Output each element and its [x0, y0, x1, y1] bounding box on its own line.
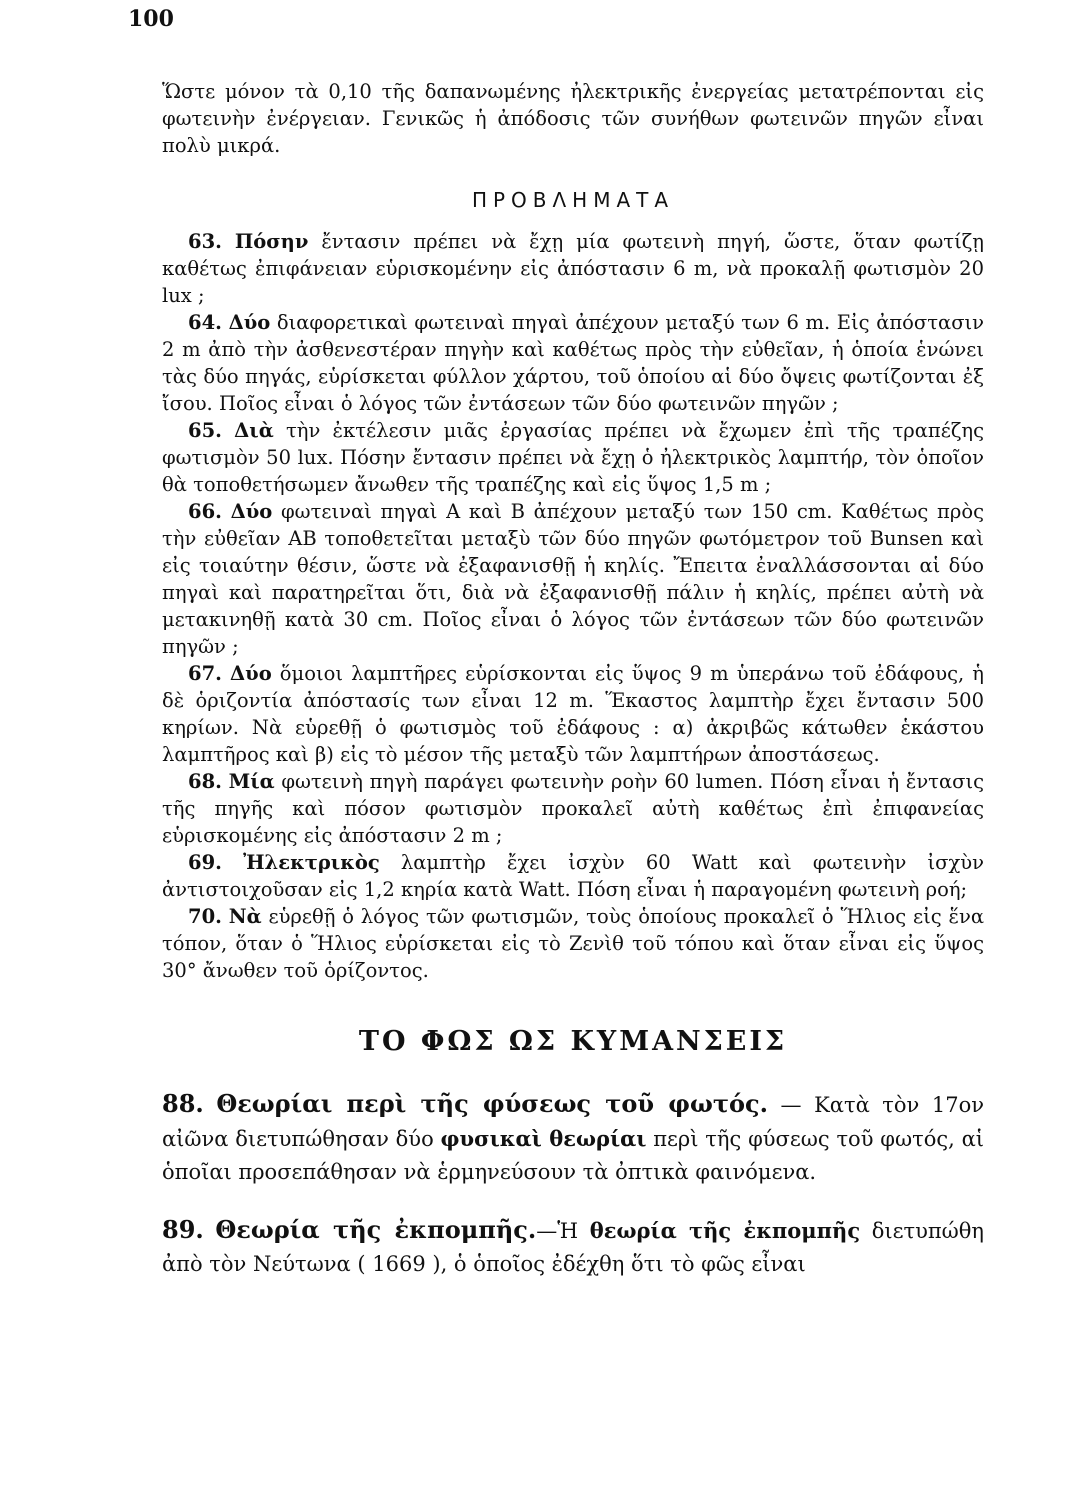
problem-66 [162, 498, 984, 660]
problem-65 [162, 417, 984, 498]
problem-number: 63. [188, 230, 222, 253]
problem-text: φωτεινὴ πηγὴ παράγει φωτεινὴν ροὴν 60 lumen. Πόση εἶναι ἡ ἔντασις τῆς πηγῆς καὶ πόσον φωτισμὸν προκαλεῖ αὐτὴ καθέτως ἐπὶ ἐπιφανείας εὑρισκομένης εἰς ἀπόστασιν 2 m ; [162, 770, 985, 847]
problem-lead: Δύο [228, 311, 271, 334]
problem-number: 68. [188, 770, 222, 793]
problem-67 [162, 660, 984, 768]
problem-text: ὅμοιοι λαμπτῆρες εὑρίσκονται εἰς ὕψος 9 m ὑπεράνω τοῦ ἐδάφους, ἡ δὲ ὁριζοντία ἀπόστασίς των εἶναι 12 m. Ἕκαστος λαμπτὴρ ἔχει ἔντασιν 500 κηρίων. Νὰ εὑρεθῇ ὁ φωτισμὸς τοῦ ἐδάφους : α) ἀκριβῶς κάτωθεν ἑκάστου λαμπτῆρος καὶ β) εἰς τὸ μέσον τῆς μεταξὺ τῶν λαμπτήρων ἀποστάσεως. [162, 662, 984, 766]
problem-lead: Πόσην [234, 230, 309, 253]
paragraph-title: Θεωρίαι περὶ τῆς φύσεως τοῦ φωτός. [216, 1089, 768, 1118]
problem-number: 66. [188, 500, 222, 523]
problem-number: 64. [188, 311, 222, 334]
problem-text: διαφορετικαὶ φωτειναὶ πηγαὶ ἀπέχουν μεταξύ των 6 m. Εἰς ἀπόστασιν 2 m ἀπὸ τὴν ἀσθενεστέραν πηγὴν καὶ καθέτως πρὸς τὴν εὐθεῖαν, ἡ ὁποία ἑνώνει τὰς δύο πηγάς, εὑρίσκεται φύλλον χάρτου, τοῦ ὁποίου αἱ δύο ὄψεις φωτίζονται ἐξ ἴσου. Ποῖος εἶναι ὁ λόγος τῶν ἐντάσεων τῶν δύο φωτεινῶν πηγῶν ; [162, 311, 984, 415]
problem-lead: Δύο [230, 662, 272, 685]
paragraph-text: διετυπώθη ἀπὸ τὸν Νεύτωνα ( 1669 ), ὁ ὁποῖος ἐδέχθη ὅτι τὸ φῶς εἶναι [162, 1219, 985, 1276]
problem-number: 65. [188, 419, 222, 442]
problem-lead: Νὰ [228, 905, 262, 928]
paragraph-88 [162, 1087, 984, 1189]
problem-69 [162, 849, 984, 903]
paragraph-emphasis: θεωρία τῆς ἐκπομπῆς [589, 1218, 861, 1243]
paragraph-text: —Ἡ [536, 1219, 590, 1243]
problem-lead: Ἠλεκτρικὸς [243, 851, 380, 874]
page-body [162, 78, 984, 1305]
paragraph-number: 88. [162, 1089, 204, 1118]
paragraph-emphasis: φυσικαὶ θεωρίαι [440, 1126, 647, 1151]
problem-63 [162, 228, 984, 309]
problem-number: 69. [188, 851, 222, 874]
paragraph-text: — Κατὰ τὸν 17ον αἰῶνα διετυπώθησαν δύο [162, 1093, 984, 1151]
problem-text: φωτειναὶ πηγαὶ Α καὶ Β ἀπέχουν μεταξύ των 150 cm. Καθέτως πρὸς τὴν εὐθεῖαν ΑΒ τοποθετεῖται μεταξὺ τῶν δύο πηγῶν φωτόμετρον τοῦ Bunsen καὶ εἰς τοιαύτην θέσιν, ὥστε νὰ ἐξαφανισθῇ ἡ κηλίς. Ἔπειτα ἐναλλάσσονται αἱ δύο πηγαὶ καὶ παρατηρεῖται ὅτι, διὰ νὰ ἐξαφανισθῇ πάλιν ἡ κηλίς, πρέπει αὐτὴ νὰ μετακινηθῇ κατὰ 30 cm. Ποῖος εἶναι ὁ λόγος τῶν ἐντάσεων τῶν δύο φωτεινῶν πηγῶν ; [162, 500, 984, 658]
intro-paragraph: Ὥστε μόνον τὰ 0,10 τῆς δαπανωμένης ἠλεκτρικῆς ἐνεργείας μετατρέπονται εἰς φωτεινὴν ἐνέργειαν. Γενικῶς ἡ ἀπόδοσις τῶν συνήθων φωτεινῶν πηγῶν εἶναι πολὺ μικρά. [162, 80, 984, 157]
problem-lead: Δύο [230, 500, 273, 523]
problem-text: τὴν ἐκτέλεσιν μιᾶς ἐργασίας πρέπει νὰ ἔχωμεν ἐπὶ τῆς τραπέζης φωτισμὸν 50 lux. Πόσην ἔντασιν πρέπει νὰ ἔχῃ ὁ ἠλεκτρικὸς λαμπτήρ, τὸν ὁποῖον θὰ τοποθετήσωμεν ἄνωθεν τῆς τραπέζης καὶ εἰς ὕψος 1,5 m ; [162, 419, 984, 496]
section-heading: ΤΟ ΦΩΣ ΩΣ ΚΥΜΑΝΣΕΙΣ [358, 1026, 788, 1057]
problem-lead: Μία [228, 770, 275, 793]
problem-text: λαμπτὴρ ἔχει ἰσχὺν 60 Watt καὶ φωτεινὴν ἰσχὺν ἀντιστοιχοῦσαν εἰς 1,2 κηρία κατὰ Watt. Πόση εἶναι ἡ παραγομένη φωτεινὴ ροή; [162, 851, 984, 901]
problem-64 [162, 309, 984, 417]
paragraph-number: 89. [162, 1215, 204, 1244]
problem-text: ἔντασιν πρέπει νὰ ἔχῃ μία φωτεινὴ πηγή, ὥστε, ὅταν φωτίζῃ καθέτως ἐπιφάνειαν εὑρισκομένην εἰς ἀπόστασιν 6 m, νὰ προκαλῇ φωτισμὸν 20 lux ; [162, 230, 984, 307]
problem-68 [162, 768, 984, 849]
paragraph-text: περὶ τῆς φύσεως τοῦ φωτός, αἱ ὁποῖαι προσεπάθησαν νὰ ἑρμηνεύσουν τὰ ὀπτικὰ φαινόμενα. [162, 1127, 985, 1184]
problem-text: εὑρεθῇ ὁ λόγος τῶν φωτισμῶν, τοὺς ὁποίους προκαλεῖ ὁ Ἥλιος εἰς ἕνα τόπον, ὅταν ὁ Ἥλιος εὑρίσκεται εἰς τὸ Ζενὶθ τοῦ τόπου καὶ ὅταν εἶναι εἰς ὕψος 30° ἄνωθεν τοῦ ὁρίζοντος. [162, 905, 985, 982]
problem-lead: Διὰ [234, 419, 274, 442]
paragraph-title: Θεωρία τῆς ἐκπομπῆς. [215, 1215, 537, 1244]
paragraph-89 [162, 1213, 984, 1281]
problems-heading: ΠΡΟΒΛΗΜΑΤΑ [471, 188, 675, 212]
problem-70 [162, 903, 984, 984]
page-number: 100 [128, 6, 174, 32]
problem-number: 70. [188, 905, 222, 928]
problem-number: 67. [188, 662, 222, 685]
